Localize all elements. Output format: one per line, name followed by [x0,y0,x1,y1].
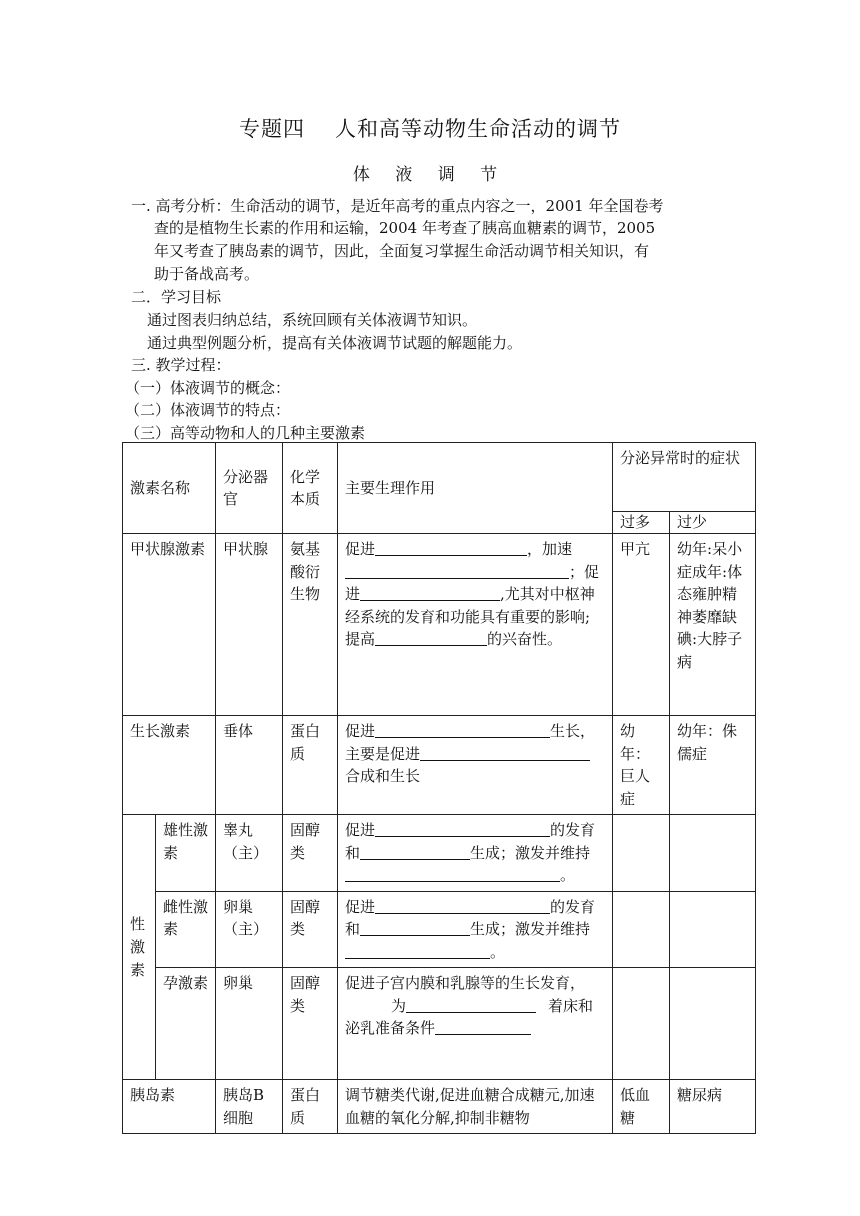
insulin-nature: 蛋白质 [283,1080,338,1134]
thyroid-function: 促进 ，加速；促进 ,尤其对中枢神经系统的发育和功能具有重要的影响;提高 的兴奋性。 [338,534,613,716]
header-abnormal: 分泌异常时的症状 [613,443,756,512]
progesterone-name: 孕激素 [156,968,216,1080]
growth-deficit: 幼年：侏儒症 [670,716,756,815]
hormone-table [122,442,756,1134]
header-excess: 过多 [613,512,670,534]
progesterone-deficit [670,968,756,1080]
thyroid-name: 甲状腺激素 [123,534,216,716]
sex-hormone-group: 性激素 [123,815,156,1080]
section2-item1: 通过图表归纳总结，系统回顾有关体液调节知识。 [147,311,478,329]
female-organ: 卵巢（主） [216,891,283,968]
section1-line4: 助于备战高考。 [154,265,260,283]
female-name: 雌性激素 [156,891,216,968]
female-deficit [670,891,756,968]
thyroid-deficit: 幼年:呆小症成年:体态雍肿精神萎靡缺碘:大脖子病 [670,534,756,716]
growth-function: 促进 生长，主要是促进合成和生长 [338,716,613,815]
sub-heading-2: （二）体液调节的特点： [125,401,291,419]
growth-excess: 幼年：巨人症 [613,716,670,815]
male-name: 雄性激素 [156,815,216,892]
sub-heading-1: （一）体液调节的概念： [125,379,291,397]
growth-name: 生长激素 [123,716,216,815]
section3-heading: 三. 教学过程： [131,356,231,374]
insulin-deficit: 糖尿病 [670,1080,756,1134]
growth-organ: 垂体 [216,716,283,815]
section1-line2: 查的是植物生长素的作用和运输，2004 年考查了胰高血糖素的调节，2005 [154,219,656,237]
progesterone-nature: 固醇类 [283,968,338,1080]
page-subtitle: 体 液 调 节 [352,165,508,185]
title-part-1: 专题四 [239,117,305,141]
insulin-excess: 低血糖 [613,1080,670,1134]
female-nature: 固醇类 [283,891,338,968]
table-row-female [123,891,756,968]
thyroid-organ: 甲状腺 [216,534,283,716]
section2-item2: 通过典型例题分析，提高有关体液调节试题的解题能力。 [147,334,523,352]
header-name: 激素名称 [123,443,216,534]
progesterone-excess [613,968,670,1080]
table-header-row [123,443,756,512]
table-row-insulin [123,1080,756,1134]
table-row-growth [123,716,756,815]
male-organ: 睾丸（主） [216,815,283,892]
thyroid-nature: 氨基酸衍生物 [283,534,338,716]
header-function: 主要生理作用 [338,443,613,534]
section2-heading: 二．学习目标 [131,288,222,306]
male-function: 促进 的发育和 生成；激发并维持。 [338,815,613,892]
insulin-organ: 胰岛B细胞 [216,1080,283,1134]
header-deficit: 过少 [670,512,756,534]
male-deficit [670,815,756,892]
female-function: 促进 的发育和 生成；激发并维持。 [338,891,613,968]
section1-line3: 年又考查了胰岛素的调节，因此，全面复习掌握生命活动调节相关知识，有 [154,242,650,260]
table-row-progesterone [123,968,756,1080]
sub-heading-3: （三）高等动物和人的几种主要激素 [125,424,366,442]
title-part-2: 人和高等动物生命活动的调节 [335,117,621,141]
section1-line1: 一. 高考分析：生命活动的调节，是近年高考的重点内容之一，2001 年全国卷考 [131,197,664,215]
male-nature: 固醇类 [283,815,338,892]
male-excess [613,815,670,892]
page-title [0,113,860,143]
header-nature: 化学本质 [283,443,338,534]
insulin-name: 胰岛素 [123,1080,216,1134]
insulin-function: 调节糖类代谢,促进血糖合成糖元,加速血糖的氧化分解,抑制非糖物 [338,1080,613,1134]
progesterone-organ: 卵巢 [216,968,283,1080]
table-row-thyroid [123,534,756,716]
female-excess [613,891,670,968]
thyroid-excess: 甲亢 [613,534,670,716]
table-row-male [123,815,756,892]
growth-nature: 蛋白质 [283,716,338,815]
header-organ: 分泌器官 [216,443,283,534]
progesterone-function: 促进子宫内膜和乳腺等的生长发育，为 着床和泌乳准备条件 [338,968,613,1080]
